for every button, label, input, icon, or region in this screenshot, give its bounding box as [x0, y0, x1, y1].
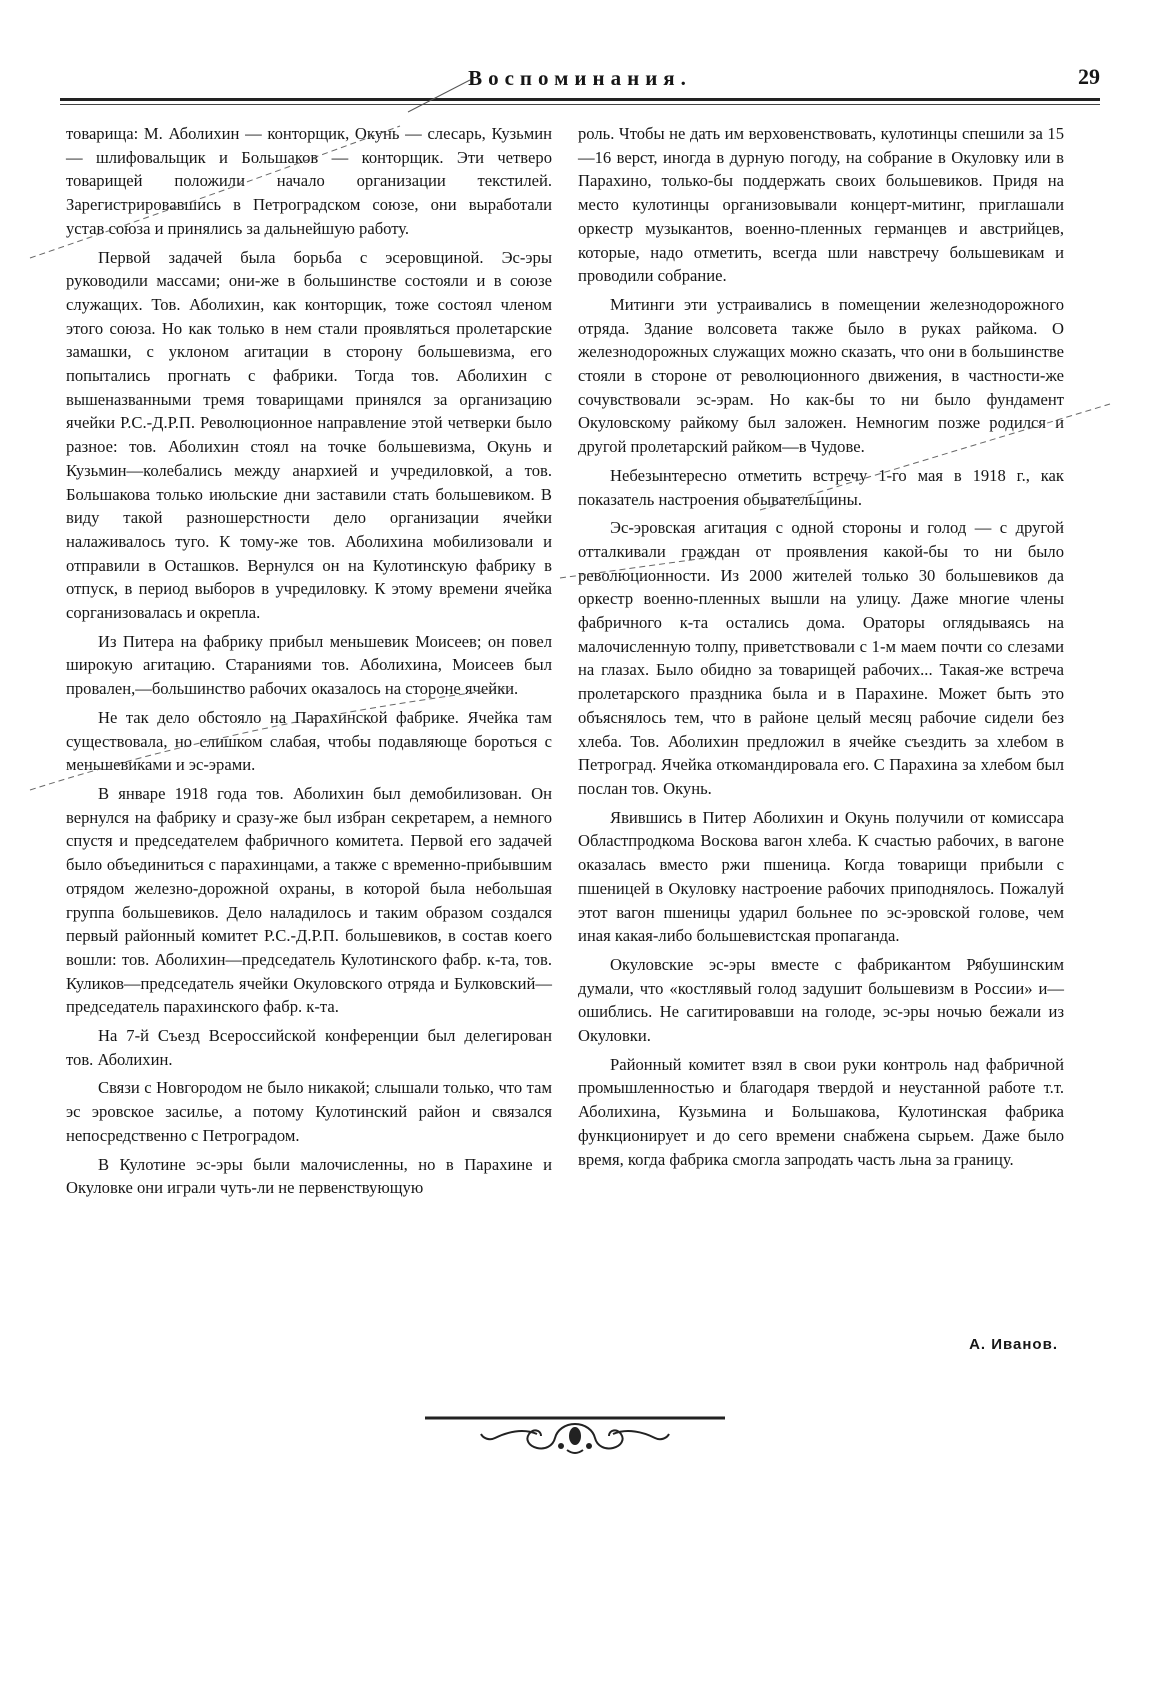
header-rule-thin	[60, 104, 1100, 105]
left-column	[66, 122, 552, 1205]
ornament-icon	[425, 1410, 725, 1456]
paragraph: товарища: М. Аболихин — конторщик, Окунь — слесарь, Кузьмин — шлифовальщик и Большаков — конторщик. Эти четверо товарищей положили начало организации текстилей. Зарегистрировавшись в Петроградском союзе, они выработали устав союза и принялись за дальнейшую работу.	[66, 124, 552, 238]
page-number: 29	[1078, 64, 1100, 89]
right-column	[578, 122, 1064, 1176]
paragraph: На 7-й Съезд Всероссийской конференции был делегирован тов. Аболихин.	[66, 1026, 552, 1069]
running-title: Воспоминания.	[468, 66, 692, 90]
paragraph: Из Питера на фабрику прибыл меньшевик Моисеев; он повел широкую агитацию. Стараниями тов. Аболихина, Моисеев был провален,—большинство рабочих оказалось на стороне ячейки.	[66, 631, 552, 699]
paragraph: Эс-эровская агитация с одной стороны и голод — с другой отталкивали граждан от проявления какой-бы то ни было революционности. Из 2000 жителей только 30 большевиков да оркестр военно-пленных вышли на улицу. Даже многие члены фабричного к-та остались дома. Ораторы оглядываясь на малочисленную толпу, приветствовали с 1-м маем почти со слезами на глазах. Было обидно за товарищей рабочих... Такая-же встреча пролетарского праздника была и в Парахине. Может быть это объяснялось тем, что в районе целый месяц рабочие сидели без хлеба. Тов. Аболихин предложил в ячейке съездить за хлебом в Петроград. Ячейка откомандировала его. С Парахина за хлебом был послан тов. Окунь.	[578, 518, 1064, 798]
paragraph: В январе 1918 года тов. Аболихин был демобилизован. Он вернулся на фабрику и сразу-же был избран секретарем, а немного спустя и председателем фабричного комитета. Первой его задачей было объединиться с парахинцами, а также с временно-прибывшим отрядом железно-дорожной охраны, в которой была небольшая группа большевиков. Дело наладилось и таким образом создался первый районный комитет Р.С.-Д.Р.П. большевиков, в состав коего вошли: тов. Аболихин—председатель Кулотинского фабр. к-та, тов. Куликов—председатель ячейки Окуловского отряда и Булковский—председатель парахинского фабр. к-та.	[66, 783, 552, 1017]
paragraph: Небезынтересно отметить встречу 1-го мая в 1918 г., как показатель настроения обывательщины.	[578, 465, 1064, 509]
paragraph: Окуловские эс-эры вместе с фабрикантом Рябушинским думали, что «костлявый голод задушит большевизм в России» и—ошиблись. Не сагитировавши на голоде, эс-эры ночью бежали из Окуловки.	[578, 954, 1064, 1046]
paragraph: Районный комитет взял в свои руки контроль над фабричной промышленностью и благодаря твердой и неустанной работе т.т. Аболихина, Кузьмина и Большакова, Кулотинская фабрика функционирует и до сего времени снабжена сырьем. Даже было время, когда фабрика смогла запродать часть льна за границу.	[578, 1054, 1064, 1169]
paragraph: В Кулотине эс-эры были малочисленны, но в Парахине и Окуловке они играли чуть-ли не первенствующую	[66, 1154, 552, 1198]
paragraph: Первой задачей была борьба с эсеровщиной. Эс-эры руководили массами; они-же в большинстве состояли и в союзе служащих. Тов. Аболихин, как конторщик, тоже состоял членом этого союза. Но как только в нем стали проявляться пролетарские замашки, с уклоном агитации в сторону большевизма, его попытались прогнать с фабрики. Тогда тов. Аболихин с вышеназванными тремя товарищами принялся за организацию ячейки Р.С.-Д.Р.П. Революционное направление этой четверки было разное: тов. Аболихин стоял на точке большевизма, Окунь и Кузьмин—колебались между анархией и учредиловкой, а тов. Большакова только июльские дни заставили стать большевиком. В виду такой разношерстности дело организации ячейки налаживалось туго. К тому-же тов. Аболихина мобилизовали и отправили в Осташков. Вернулся он на Кулотинскую фабрику в отпуск, в период выборов в учредиловку. К этому времени ячейка сорганизовалась и окрепла.	[66, 247, 552, 623]
paragraph: Связи с Новгородом не было никакой; слышали только, что там эс эровское засилье, а потому Кулотинский район и связался непосредственно с Петроградом.	[66, 1078, 552, 1145]
paragraph: Явившись в Питер Аболихин и Окунь получили от комиссара Областпродкома Воскова вагон хлеба. К счастью рабочих, в вагоне оказалась вместо ржи пшеница. Когда товарищи прибыли с пшеницей в Окуловку настроение рабочих приподнялось. Пожалуй этот вагон пшеницы ударил больнее по эс-эровской голове, чем иная какая-либо большевистская пропаганда.	[578, 807, 1064, 946]
paragraph: Не так дело обстояло на Парахинской фабрике. Ячейка там существовала, но слишком слабая, чтобы подавляюще бороться с меньшевиками и эс-эрами.	[66, 707, 552, 775]
paragraph: роль. Чтобы не дать им верховенствовать, кулотинцы спешили за 15—16 верст, иногда в дурную погоду, на собрание в Окуловку или в Парахино, только-бы поддержать своих большевиков. Придя на место кулотинцы организовывали концерт-митинг, приглашали оркестр музыкантов, военно-пленных германцев и австрийцев, которые, надо отметить, всегда шли навстречу большевикам и проводили собрание.	[578, 124, 1064, 286]
header-rule-thick	[60, 98, 1100, 101]
page-header	[60, 62, 1100, 102]
paragraph: Митинги эти устраивались в помещении железнодорожного отряда. Здание волсовета также было в руках райкома. О железнодорожных служащих можно сказать, что они в большинстве стояли в стороне от революционного движения, в частности-же сочувствовали эс-эрам. Но как-бы то ни было фундамент Окуловскому райкому был заложен. Немногим позже родился и другой пролетарский райком—в Чудове.	[578, 294, 1064, 457]
author-signature: А. Иванов.	[969, 1336, 1058, 1353]
